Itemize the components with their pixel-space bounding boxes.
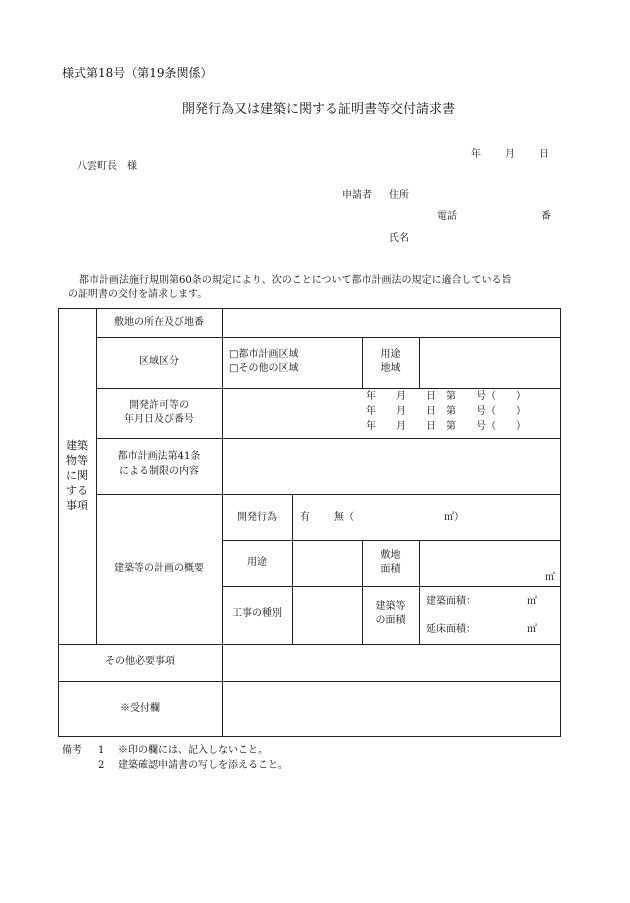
phone-suffix: 番	[541, 211, 551, 222]
dev-act-unit: ㎡）	[444, 512, 464, 523]
permit-label-1: 開発許可等の	[129, 400, 189, 411]
zone-divider-1	[362, 337, 363, 388]
note-2-text: 建築確認申請書の写しを添えること。	[118, 760, 288, 771]
art41-label-1: 都市計画法第41条	[117, 451, 201, 462]
building-area-label-2: の面積	[375, 615, 406, 626]
row-line-4	[96, 494, 561, 495]
floor-area-field[interactable]	[480, 621, 524, 637]
use-field[interactable]	[294, 542, 361, 585]
zone-option-other[interactable]: □その他の区域	[229, 363, 299, 374]
row-line-1	[96, 337, 561, 338]
zone-label: 区域区分	[139, 356, 179, 367]
site-location-label: 敷地の所在及び地番	[114, 317, 204, 328]
date-year-field[interactable]	[440, 146, 470, 162]
building-area-field[interactable]	[480, 593, 524, 609]
phone-label: 電話	[437, 211, 457, 222]
building-area-label-1: 建築等	[375, 601, 406, 612]
form-number: 様式第18号（第19条関係）	[62, 66, 213, 80]
use-zone-label-2: 地域	[380, 363, 401, 374]
name-field[interactable]	[415, 230, 555, 246]
dev-act-area-field[interactable]	[358, 509, 442, 525]
use-zone-label-1: 用途	[380, 349, 401, 360]
date-day-label: 日	[539, 149, 549, 160]
site-area-label-1: 敷地	[380, 550, 401, 561]
table-border-right	[560, 308, 561, 737]
permit-row-1[interactable]: 年 月 日 第 号（ ）	[366, 391, 526, 402]
dev-act-label: 開発行為	[237, 512, 277, 523]
table-border-left	[58, 308, 59, 737]
date-month-field[interactable]	[482, 146, 504, 162]
side-label-5: 事項	[66, 499, 88, 512]
side-label-3: に関	[66, 469, 88, 482]
site-location-field[interactable]	[224, 310, 559, 336]
site-area-field[interactable]	[421, 542, 541, 585]
row-line-2	[96, 388, 561, 389]
addressee: 八雲町長 様	[77, 161, 137, 172]
reception-label: ※受付欄	[120, 703, 160, 714]
address-field[interactable]	[415, 187, 555, 203]
form-title: 開発行為又は建築に関する証明書等交付請求書	[182, 102, 456, 117]
intro-line-1: 都市計画法施行規則第60条の規定により、次のことについて都市計画法の規定に適合している旨	[79, 275, 512, 286]
floor-area-unit: ㎡	[527, 624, 537, 635]
use-label: 用途	[247, 557, 267, 568]
table-border-bottom	[58, 736, 561, 737]
row-line-7	[58, 644, 561, 645]
site-area-unit: ㎡	[545, 572, 555, 583]
date-day-field[interactable]	[516, 146, 538, 162]
work-type-label: 工事の種別	[232, 608, 282, 619]
site-area-label-2: 面積	[380, 564, 401, 575]
permit-row-2[interactable]: 年 月 日 第 号（ ）	[366, 406, 526, 417]
permit-label-2: 年月日及び番号	[124, 414, 194, 425]
work-type-field[interactable]	[294, 588, 361, 643]
floor-area-sub-label: 延床面積：	[426, 624, 476, 635]
zone-option-city-planning[interactable]: □都市計画区域	[229, 349, 299, 360]
building-area-unit: ㎡	[527, 596, 537, 607]
plan-divider-3	[419, 540, 420, 644]
row-line-6	[222, 586, 561, 587]
art41-label-2: による制限の内容	[119, 466, 199, 477]
date-month-label: 月	[505, 149, 515, 160]
note-1-number: 1	[98, 745, 105, 756]
address-label: 住所	[389, 190, 409, 201]
row-line-3	[96, 438, 561, 439]
row-line-5	[222, 540, 561, 541]
note-2-number: 2	[98, 760, 105, 771]
applicant-label: 申請者	[342, 190, 372, 201]
side-label-4: する	[66, 484, 88, 497]
date-year-label: 年	[471, 149, 481, 160]
table-border-top	[58, 308, 561, 309]
art41-field[interactable]	[224, 440, 559, 493]
zone-divider-2	[419, 337, 420, 388]
note-1-text: ※印の欄には、記入しないこと。	[118, 745, 268, 756]
use-zone-field[interactable]	[421, 339, 559, 387]
building-area-sub-label: 建築面積：	[426, 596, 476, 607]
notes-label: 備考	[62, 745, 82, 756]
other-matters-label: その他必要事項	[105, 656, 175, 667]
row-line-8	[58, 681, 561, 682]
side-label-2: 物等	[66, 454, 88, 467]
permit-row-3[interactable]: 年 月 日 第 号（ ）	[366, 421, 526, 432]
dev-act-no[interactable]: 無（	[334, 512, 354, 523]
plan-overview-label: 建築等の計画の概要	[114, 563, 204, 574]
dev-act-yes[interactable]: 有	[300, 512, 310, 523]
name-label: 氏名	[389, 233, 409, 244]
reception-field	[224, 683, 559, 735]
other-matters-field[interactable]	[224, 646, 559, 680]
plan-divider-1	[292, 494, 293, 644]
intro-line-2: の証明書の交付を請求します。	[68, 289, 208, 300]
side-label-1: 建築	[66, 439, 88, 452]
phone-field[interactable]	[462, 208, 536, 224]
